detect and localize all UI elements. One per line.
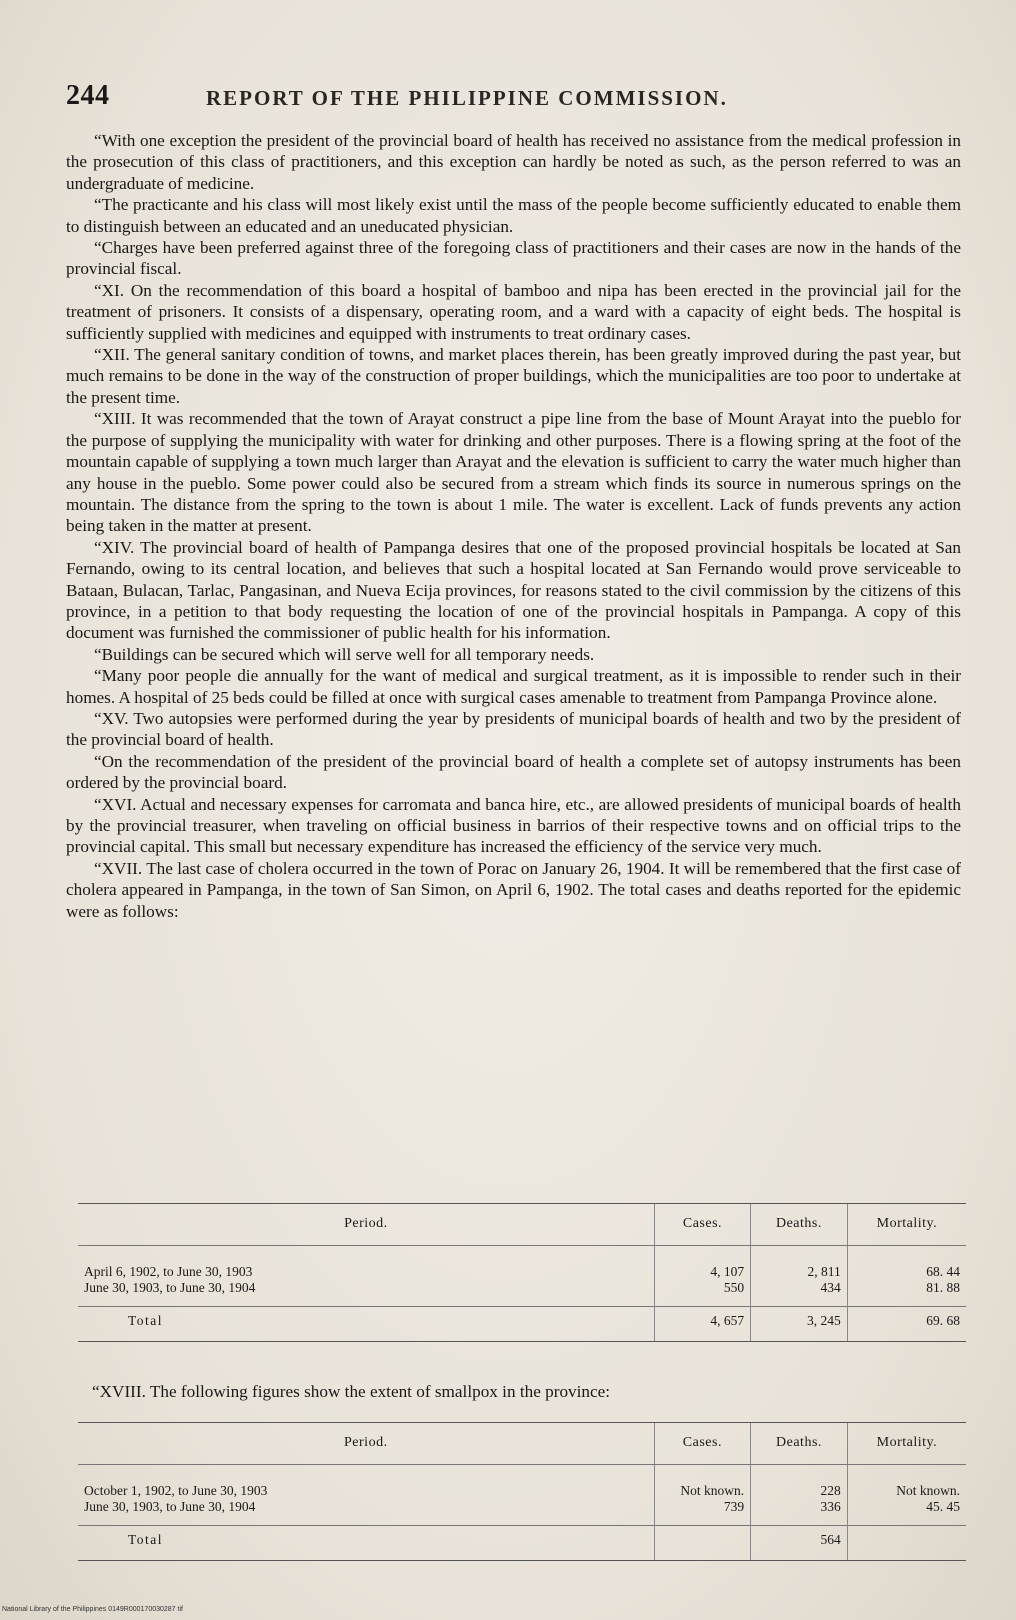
body-text (66, 130, 961, 922)
table-total-row (78, 1526, 966, 1561)
deaths-value: 434 (820, 1280, 841, 1295)
paragraph: “XIII. It was recommended that the town of Arayat construct a pipe line from the base of Mount Arayat into the pueblo for the purpose of supplying the municipality with water for drinking and other purposes. There is a flowing spring at the foot of the mountain capable of supplying a town much larger than Arayat and the elevation is sufficient to carry the water much higher than any house in the pueblo. Some power could also be secured from a stream which finds its source in numerous springs on the mountain. The distance from the spring to the town is about 1 mile. The water is excellent. Lack of funds prevents any action being taken in the matter at present. (66, 409, 961, 536)
cases-value: 4, 107 (710, 1264, 745, 1279)
cases-cell (654, 1246, 750, 1307)
column-header-mortality: Mortality. (847, 1423, 966, 1465)
column-header-deaths: Deaths. (751, 1423, 848, 1465)
total-mortality (847, 1526, 966, 1561)
scan-credit: National Library of the Philippines 0149R000170030287 tif (2, 1606, 183, 1613)
smallpox-heading: “XVIII. The following figures show the extent of smallpox in the province: (92, 1382, 611, 1401)
mortality-value: 81. 88 (926, 1280, 960, 1295)
paragraph: “Buildings can be secured which will serve well for all temporary needs. (94, 644, 595, 664)
column-header-cases: Cases. (654, 1204, 750, 1246)
deaths-value: 336 (820, 1499, 841, 1514)
page-number: 244 (66, 80, 110, 111)
period-cell (78, 1246, 654, 1307)
table-total-row (78, 1307, 966, 1342)
paragraph: “XI. On the recommendation of this board a hospital of bamboo and nipa has been erected in the provincial jail for the treatment of prisoners. It consists of a dispensary, operating room, and a ward with a capacity of eight beds. The hospital is sufficiently supplied with medicines and equipped with instruments to treat ordinary cases. (66, 280, 961, 343)
total-cases: 4, 657 (654, 1307, 750, 1342)
table-header-row (78, 1423, 966, 1465)
deaths-value: 2, 811 (807, 1264, 841, 1279)
paragraph: “The practicante and his class will most likely exist until the mass of the people become sufficiently educated to enable them to distinguish between an educated and an uneducated physician. (66, 195, 961, 236)
total-deaths: 564 (751, 1526, 848, 1561)
deaths-value: 228 (820, 1483, 841, 1498)
paragraph: “XII. The general sanitary condition of towns, and market places therein, has been greatly improved during the past year, but much remains to be done in the way of the construction of proper buildings, which the municipalities are too poor to undertake at the present time. (66, 345, 961, 407)
paragraph: “With one exception the president of the provincial board of health has received no assistance from the medical profession in the prosecution of this class of practitioners, and this exception can hardly be noted as such, as the person referred to was an undergraduate of medicine. (66, 131, 961, 193)
paragraph: “XIV. The provincial board of health of Pampanga desires that one of the proposed provincial hospitals be located at San Fernando, owing to its central location, and believes that such a hospital located at San Fernando would prove serviceable to Bataan, Bulacan, Tarlac, Pangasinan, and Nueva Ecija provinces, for reasons stated to the civil commission by the citizens of this province, in a petition to that body requesting the location of one of the provincial hospitals in Pampanga. A copy of this document was furnished the commissioner of public health for his information. (66, 537, 961, 643)
deaths-cell (751, 1246, 848, 1307)
table-row (78, 1246, 966, 1307)
deaths-cell (751, 1465, 848, 1526)
period-label: October 1, 1902, to June 30, 1903 (84, 1483, 268, 1498)
mortality-value: 68. 44 (926, 1264, 960, 1279)
period-cell (78, 1465, 654, 1526)
cases-value: 739 (723, 1499, 745, 1514)
paragraph: “On the recommendation of the president of the provincial board of health a complete set of autopsy instruments has been ordered by the provincial board. (66, 751, 961, 793)
smallpox-table (78, 1422, 966, 1561)
paragraph: “XVII. The last case of cholera occurred in the town of Porac on January 26, 1904. It will be remembered that the first case of cholera appeared in Pampanga, in the town of San Simon, on April 6, 1902. The total cases and deaths reported for the epidemic were as follows: (66, 858, 961, 921)
mortality-cell (847, 1246, 966, 1307)
paragraph: “XVI. Actual and necessary expenses for carromata and banca hire, etc., are allowed presidents of municipal boards of health by the provincial treasurer, when traveling on official business in barrios of their respective towns and on official trips to the provincial capital. This small but necessary expenditure has increased the efficiency of the service very much. (66, 794, 961, 857)
paragraph: “Charges have been preferred against three of the foregoing class of practitioners and their cases are now in the hands of the provincial fiscal. (66, 238, 961, 279)
column-header-deaths: Deaths. (751, 1204, 848, 1246)
running-title: REPORT OF THE PHILIPPINE COMMISSION. (206, 86, 728, 110)
table-row (78, 1465, 966, 1526)
mortality-cell (847, 1465, 966, 1526)
period-label: June 30, 1903, to June 30, 1904 (84, 1280, 256, 1295)
column-header-period: Period. (78, 1204, 654, 1246)
cases-cell (654, 1465, 751, 1526)
column-header-cases: Cases. (654, 1423, 751, 1465)
column-header-period: Period. (78, 1423, 654, 1465)
total-cases (654, 1526, 751, 1561)
paragraph: “XV. Two autopsies were performed during the year by presidents of municipal boards of health and two by the president of the provincial board of health. (66, 708, 961, 750)
column-header-mortality: Mortality. (847, 1204, 966, 1246)
paragraph: “Many poor people die annually for the want of medical and surgical treatment, as it is impossible to render such in their homes. A hospital of 25 beds could be filled at once with surgical cases amenable to treatment from Pampanga Province alone. (66, 666, 961, 707)
period-label: June 30, 1903, to June 30, 1904 (84, 1499, 256, 1514)
total-label: Total (78, 1526, 654, 1561)
cholera-table (78, 1203, 966, 1342)
mortality-value: 45. 45 (926, 1499, 960, 1514)
total-mortality: 69. 68 (847, 1307, 966, 1342)
cases-value: Not known. (680, 1483, 745, 1498)
period-label: April 6, 1902, to June 30, 1903 (84, 1264, 253, 1279)
page-header (66, 80, 961, 120)
table-header-row (78, 1204, 966, 1246)
total-deaths: 3, 245 (751, 1307, 848, 1342)
cases-value: 550 (723, 1280, 745, 1295)
mortality-value: Not known. (896, 1483, 960, 1498)
total-label: Total (78, 1307, 654, 1342)
